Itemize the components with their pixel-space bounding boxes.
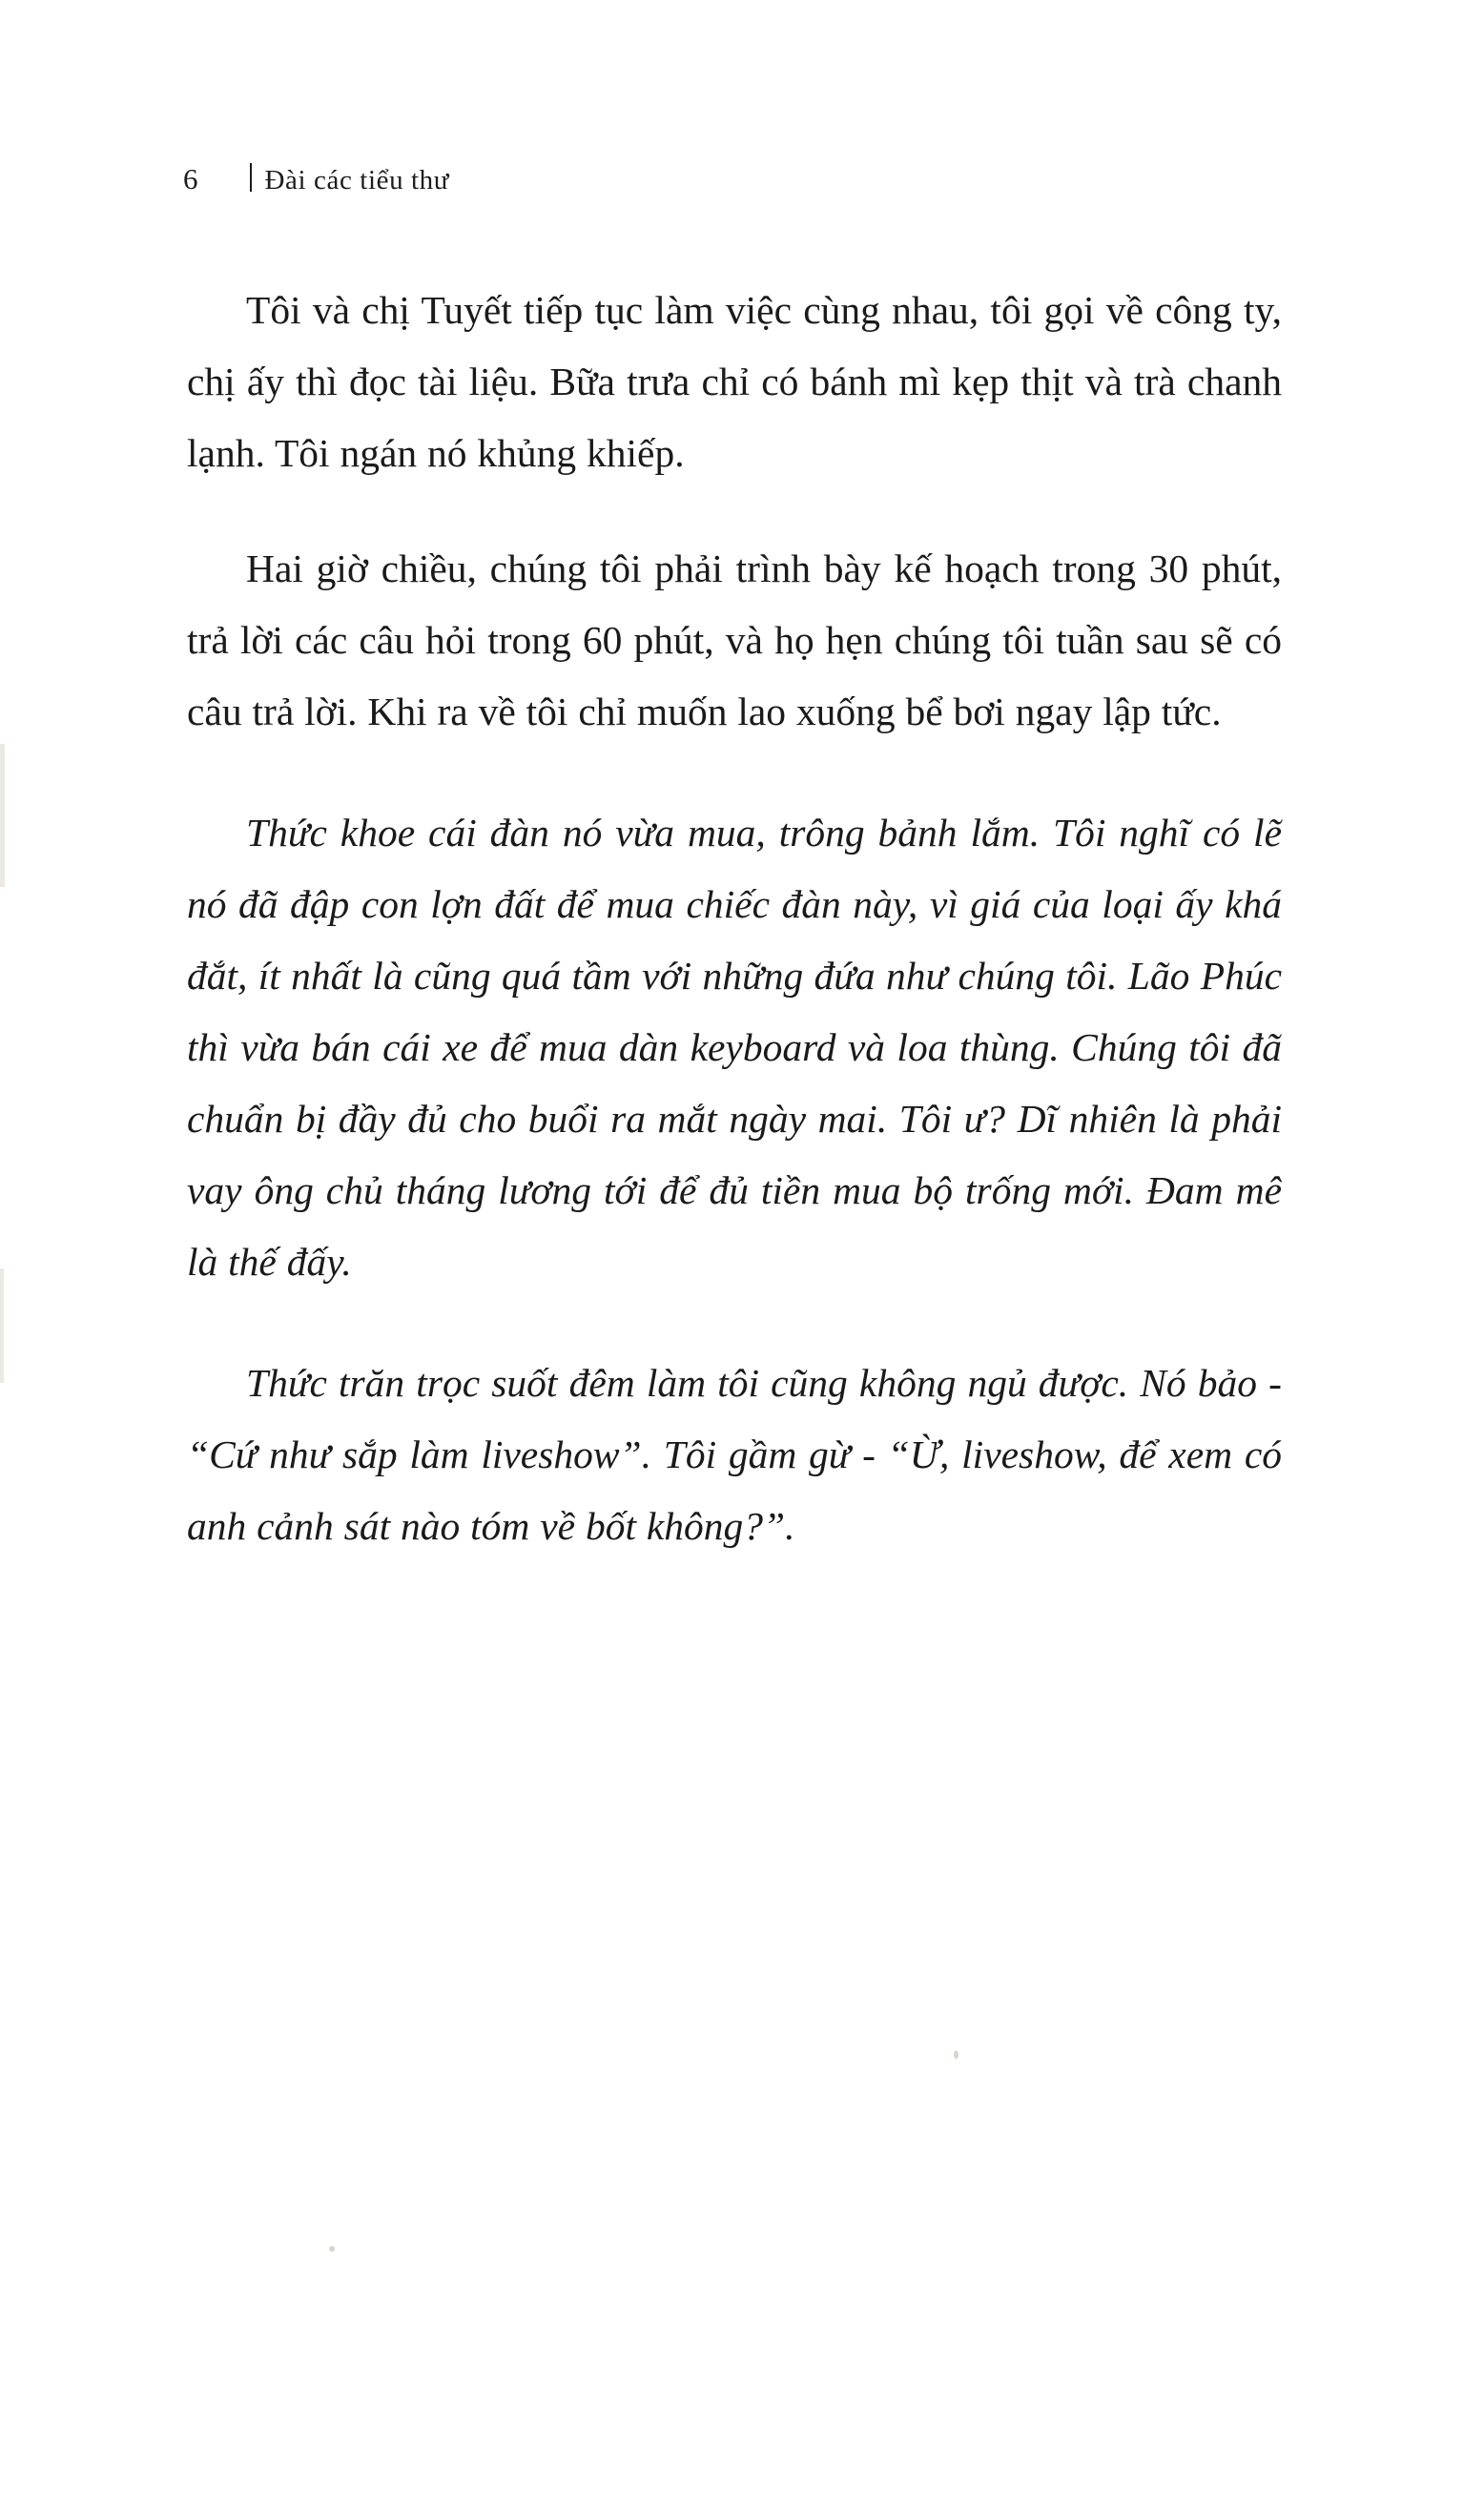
paragraph: Thức trăn trọc suốt đêm làm tôi cũng không ngủ được. Nó bảo - “Cứ như sắp làm liveshow”. Tôi gầm gừ - “Ừ, liveshow, để xem có anh cảnh sát nào tóm về bốt không?”. — [187, 1361, 1282, 1548]
scan-edge-artifact — [0, 744, 5, 887]
running-head — [183, 160, 449, 196]
scan-edge-artifact — [0, 1268, 4, 1383]
page-number: 6 — [183, 162, 198, 196]
paragraph: Hai giờ chiều, chúng tôi phải trình bày kế hoạch trong 30 phút, trả lời các câu hỏi trong 60 phút, và họ hẹn chúng tôi tuần sau sẽ có câu trả lời. Khi ra về tôi chỉ muốn lao xuống bể bơi ngay lập tức. — [187, 546, 1282, 733]
running-head-title: Đài các tiểu thư — [264, 165, 450, 196]
body-text — [187, 275, 1282, 1562]
running-head-divider — [250, 163, 252, 192]
paragraph: Thức khoe cái đàn nó vừa mua, trông bảnh lắm. Tôi nghĩ có lẽ nó đã đập con lợn đất để mua chiếc đàn này, vì giá của loại ấy khá đắt, ít nhất là cũng quá tầm với những đứa như chúng tôi. Lão Phúc thì vừa bán cái xe để mua dàn keyboard và loa thùng. Chúng tôi đã chuẩn bị đầy đủ cho buổi ra mắt ngày mai. Tôi ư? Dĩ nhiên là phải vay ông chủ tháng lương tới để đủ tiền mua bộ trống mới. Đam mê là thế đấy. — [187, 811, 1282, 1284]
scan-speck — [329, 2246, 335, 2252]
paragraph: Tôi và chị Tuyết tiếp tục làm việc cùng nhau, tôi gọi về công ty, chị ấy thì đọc tài liệu. Bữa trưa chỉ có bánh mì kẹp thịt và trà chanh lạnh. Tôi ngán nó khủng khiếp. — [187, 288, 1282, 475]
scan-speck — [954, 2050, 958, 2059]
